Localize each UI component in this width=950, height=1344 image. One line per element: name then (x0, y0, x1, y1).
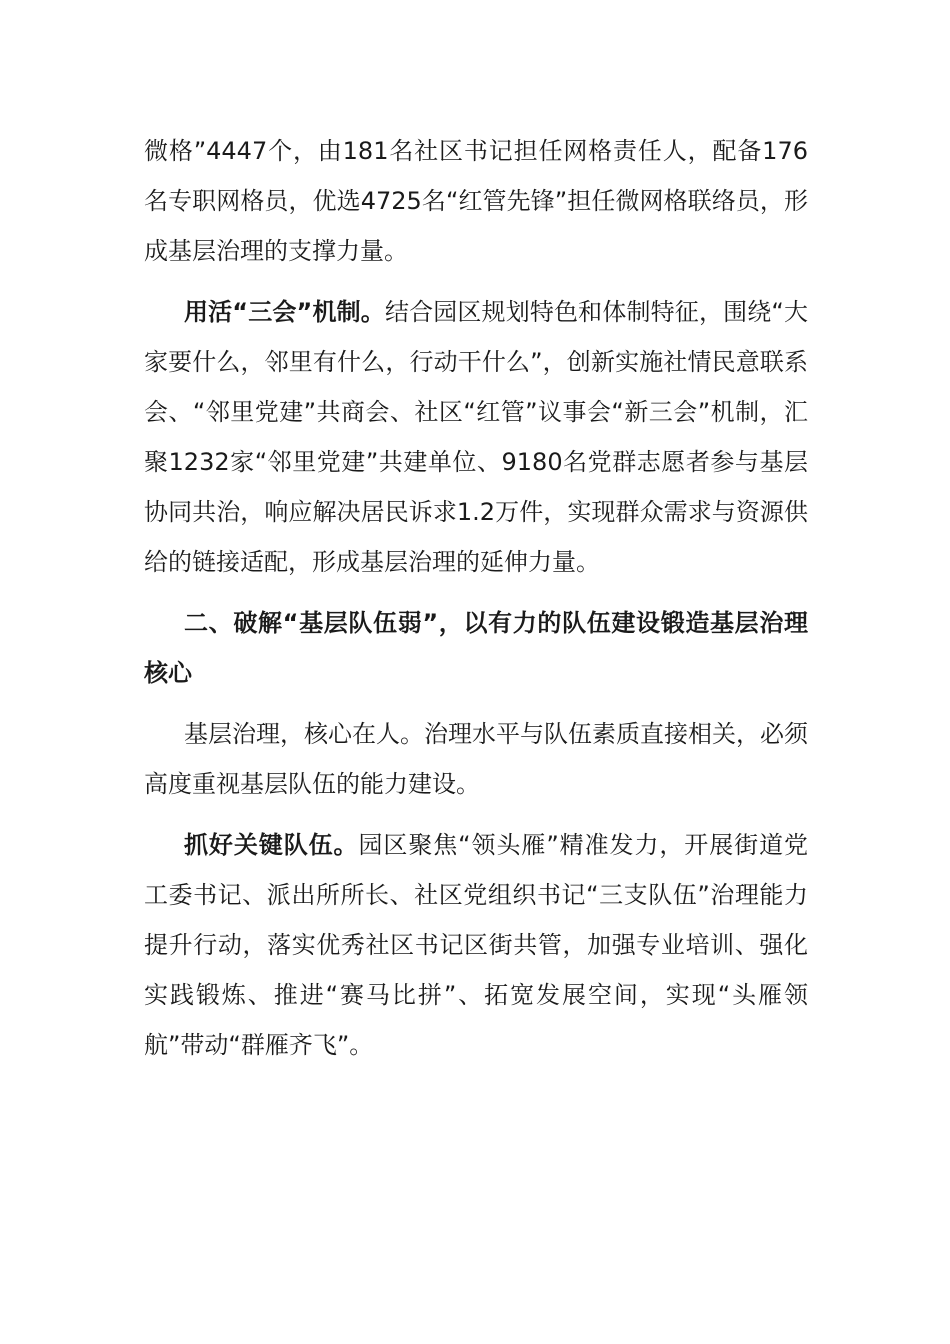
paragraph-grid-continuation (144, 126, 808, 276)
paragraph-key-teams (144, 820, 808, 1070)
paragraph-text: 结合园区规划特色和体制特征，围绕“大家要什么，邻里有什么，行动干什么”，创新实施社情民意联系会、“邻里党建”共商会、社区“红管”议事会“新三会”机制，汇聚1232家“邻里党建”共建单位、9180名党群志愿者参与基层协同共治，响应解决居民诉求1.2万件，实现群众需求与资源供给的链接适配，形成基层治理的延伸力量。 (144, 298, 808, 576)
paragraph-lead: 用活“三会”机制。 (184, 298, 385, 326)
paragraph-core-people (144, 709, 808, 809)
section-heading-two: 二、破解“基层队伍弱”，以有力的队伍建设锻造基层治理核心 (144, 609, 808, 687)
paragraph-text: 园区聚焦“领头雁”精准发力，开展街道党工委书记、派出所所长、社区党组织书记“三支队伍”治理能力提升行动，落实优秀社区书记区街共管，加强专业培训、强化实践锻炼、推进“赛马比拼”、拓宽发展空间，实现“头雁领航”带动“群雁齐飞”。 (144, 831, 809, 1059)
paragraph-text: 基层治理，核心在人。治理水平与队伍素质直接相关，必须高度重视基层队伍的能力建设。 (144, 720, 808, 798)
paragraph-lead: 抓好关键队伍。 (184, 831, 359, 859)
paragraph-text: 微格”4447个，由181名社区书记担任网格责任人，配备176名专职网格员，优选4725名“红管先锋”担任微网格联络员，形成基层治理的支撑力量。 (144, 137, 808, 265)
paragraph-three-meetings (144, 287, 808, 587)
document-body (144, 126, 808, 1070)
